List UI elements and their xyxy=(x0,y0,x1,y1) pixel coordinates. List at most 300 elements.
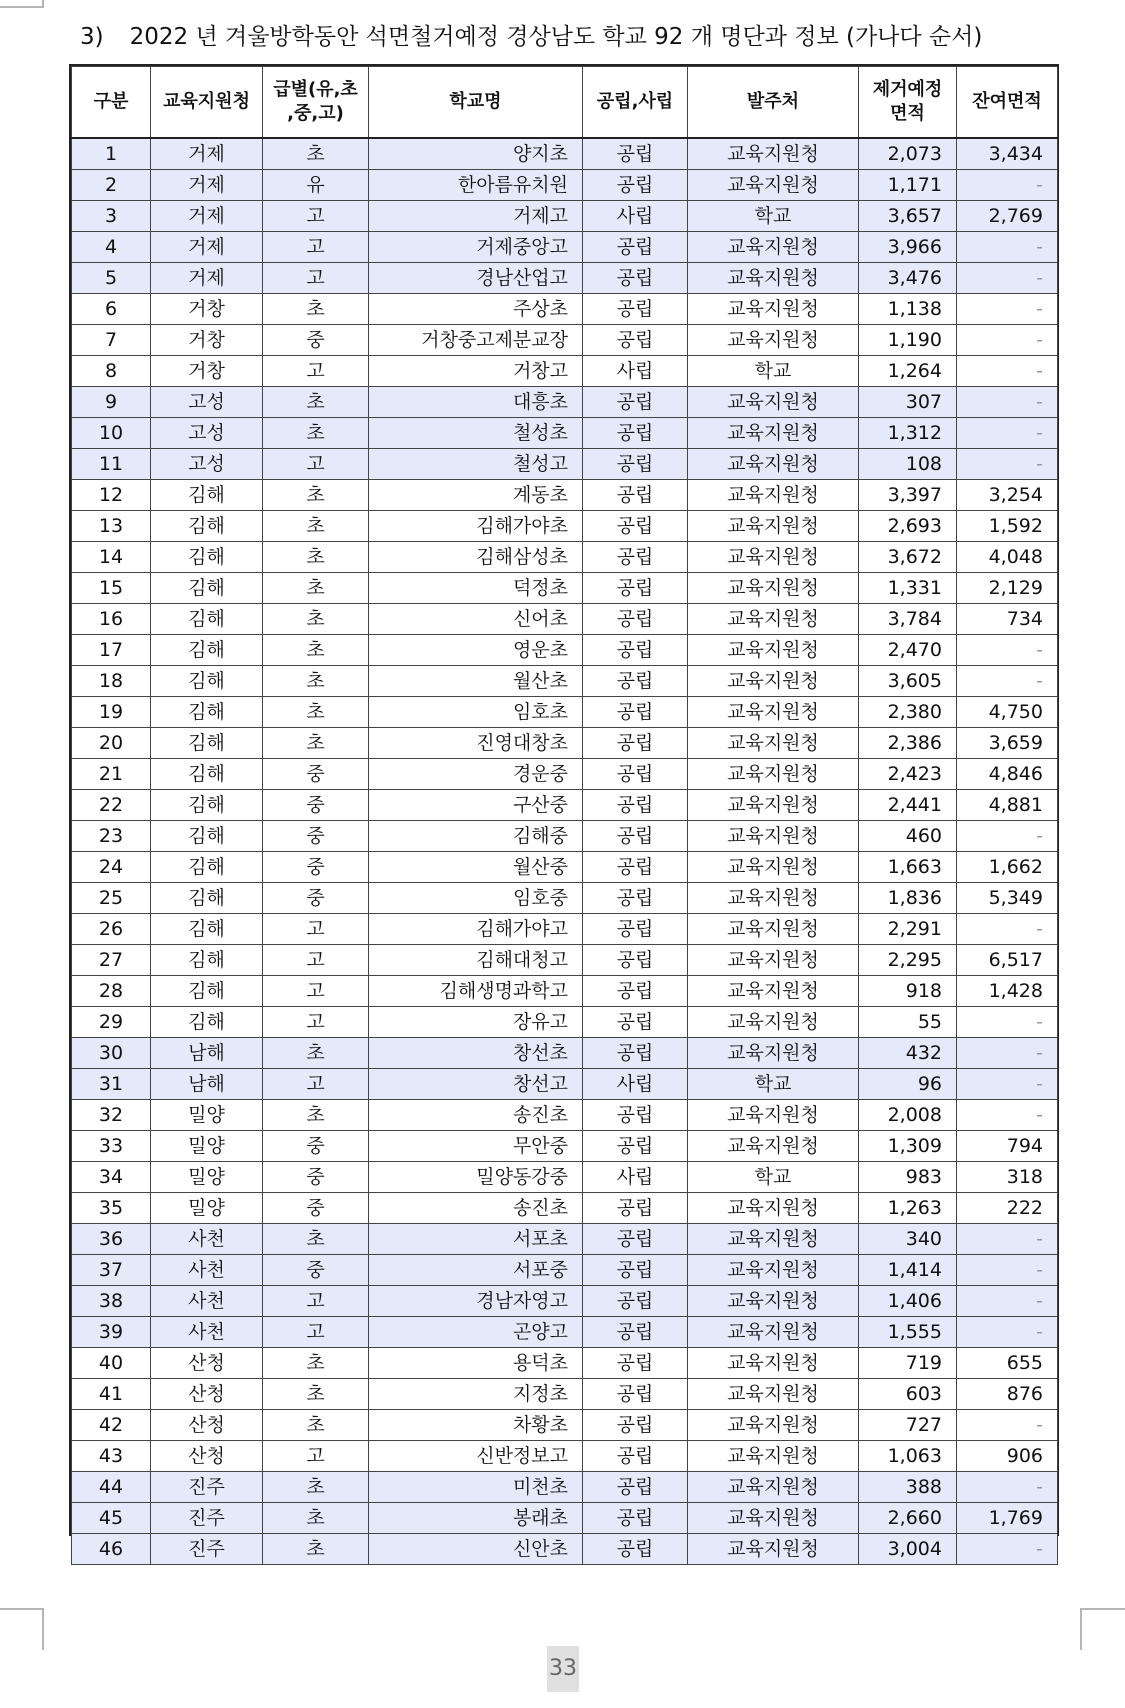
cell-removal-area: 2,008 xyxy=(859,1100,957,1131)
cell-orderer: 교육지원청 xyxy=(688,511,859,542)
cell-education-office: 고성 xyxy=(151,449,263,480)
table-row xyxy=(72,325,1058,356)
cell-remaining-area: - xyxy=(957,170,1058,201)
cell-number: 42 xyxy=(72,1410,151,1441)
cell-school-name: 대흥초 xyxy=(369,387,583,418)
cell-level: 중 xyxy=(263,1193,369,1224)
cell-school-name: 서포중 xyxy=(369,1255,583,1286)
cell-education-office: 밀양 xyxy=(151,1131,263,1162)
cell-removal-area: 3,476 xyxy=(859,263,957,294)
cell-school-name: 덕정초 xyxy=(369,573,583,604)
cell-level: 고 xyxy=(263,1286,369,1317)
cell-removal-area: 2,380 xyxy=(859,697,957,728)
cell-education-office: 산청 xyxy=(151,1379,263,1410)
table-row xyxy=(72,1131,1058,1162)
cell-number: 22 xyxy=(72,790,151,821)
cell-number: 15 xyxy=(72,573,151,604)
cell-public-private: 공립 xyxy=(583,387,688,418)
cell-level: 고 xyxy=(263,201,369,232)
header-orderer: 발주처 xyxy=(688,67,859,139)
cell-number: 5 xyxy=(72,263,151,294)
cell-level: 초 xyxy=(263,1100,369,1131)
cell-public-private: 공립 xyxy=(583,821,688,852)
cell-public-private: 사립 xyxy=(583,201,688,232)
cell-school-name: 봉래초 xyxy=(369,1503,583,1534)
cell-remaining-area: - xyxy=(957,1410,1058,1441)
cell-remaining-area: - xyxy=(957,232,1058,263)
table-row xyxy=(72,356,1058,387)
table-row xyxy=(72,263,1058,294)
cell-level: 초 xyxy=(263,1503,369,1534)
cell-removal-area: 1,263 xyxy=(859,1193,957,1224)
table-row xyxy=(72,728,1058,759)
cell-public-private: 공립 xyxy=(583,1224,688,1255)
school-list-table xyxy=(71,66,1058,1565)
cell-orderer: 교육지원청 xyxy=(688,1286,859,1317)
cell-removal-area: 3,657 xyxy=(859,201,957,232)
cell-remaining-area: - xyxy=(957,1224,1058,1255)
cell-removal-area: 603 xyxy=(859,1379,957,1410)
cell-remaining-area: - xyxy=(957,356,1058,387)
cell-education-office: 거제 xyxy=(151,138,263,170)
cell-level: 고 xyxy=(263,945,369,976)
cell-education-office: 고성 xyxy=(151,418,263,449)
cell-level: 초 xyxy=(263,635,369,666)
cell-school-name: 김해가야초 xyxy=(369,511,583,542)
cell-level: 고 xyxy=(263,1317,369,1348)
cell-removal-area: 108 xyxy=(859,449,957,480)
cell-level: 고 xyxy=(263,1007,369,1038)
table-row xyxy=(72,1193,1058,1224)
cell-removal-area: 1,406 xyxy=(859,1286,957,1317)
cell-orderer: 교육지원청 xyxy=(688,325,859,356)
cell-education-office: 남해 xyxy=(151,1069,263,1100)
cell-number: 45 xyxy=(72,1503,151,1534)
cell-number: 25 xyxy=(72,883,151,914)
cell-removal-area: 307 xyxy=(859,387,957,418)
table-row xyxy=(72,1069,1058,1100)
cell-public-private: 공립 xyxy=(583,1193,688,1224)
cell-level: 중 xyxy=(263,1131,369,1162)
cell-level: 초 xyxy=(263,697,369,728)
cell-school-name: 임호중 xyxy=(369,883,583,914)
cell-level: 초 xyxy=(263,1472,369,1503)
cell-school-name: 월산초 xyxy=(369,666,583,697)
cell-school-name: 서포초 xyxy=(369,1224,583,1255)
cell-level: 초 xyxy=(263,1410,369,1441)
cell-number: 29 xyxy=(72,1007,151,1038)
cell-public-private: 공립 xyxy=(583,542,688,573)
cell-public-private: 공립 xyxy=(583,1379,688,1410)
table-row xyxy=(72,1410,1058,1441)
cell-remaining-area: 1,769 xyxy=(957,1503,1058,1534)
cell-number: 37 xyxy=(72,1255,151,1286)
cell-education-office: 거제 xyxy=(151,232,263,263)
cell-remaining-area: 3,254 xyxy=(957,480,1058,511)
cell-level: 중 xyxy=(263,790,369,821)
cell-orderer: 교육지원청 xyxy=(688,945,859,976)
cell-school-name: 김해생명과학고 xyxy=(369,976,583,1007)
cell-school-name: 경남자영고 xyxy=(369,1286,583,1317)
cell-remaining-area: - xyxy=(957,1007,1058,1038)
cell-remaining-area: - xyxy=(957,635,1058,666)
table-row xyxy=(72,1100,1058,1131)
cell-removal-area: 1,312 xyxy=(859,418,957,449)
cell-level: 초 xyxy=(263,1348,369,1379)
cell-education-office: 밀양 xyxy=(151,1193,263,1224)
cell-education-office: 김해 xyxy=(151,883,263,914)
cell-orderer: 교육지원청 xyxy=(688,1038,859,1069)
cell-education-office: 김해 xyxy=(151,914,263,945)
cell-public-private: 공립 xyxy=(583,1317,688,1348)
cell-public-private: 공립 xyxy=(583,232,688,263)
cell-number: 43 xyxy=(72,1441,151,1472)
cell-education-office: 김해 xyxy=(151,635,263,666)
cell-number: 17 xyxy=(72,635,151,666)
cell-education-office: 거창 xyxy=(151,294,263,325)
cell-public-private: 사립 xyxy=(583,1162,688,1193)
cell-number: 39 xyxy=(72,1317,151,1348)
header-school-name: 학교명 xyxy=(369,67,583,139)
cell-public-private: 공립 xyxy=(583,1286,688,1317)
cell-education-office: 김해 xyxy=(151,976,263,1007)
table-row xyxy=(72,1286,1058,1317)
cell-remaining-area: 655 xyxy=(957,1348,1058,1379)
cell-remaining-area: - xyxy=(957,666,1058,697)
cell-public-private: 공립 xyxy=(583,418,688,449)
cell-education-office: 사천 xyxy=(151,1255,263,1286)
cell-number: 1 xyxy=(72,138,151,170)
cell-education-office: 김해 xyxy=(151,728,263,759)
cell-number: 9 xyxy=(72,387,151,418)
table-row xyxy=(72,138,1058,170)
cell-level: 초 xyxy=(263,480,369,511)
cell-school-name: 경운중 xyxy=(369,759,583,790)
cell-remaining-area: - xyxy=(957,821,1058,852)
section-heading xyxy=(80,20,1090,54)
cell-number: 38 xyxy=(72,1286,151,1317)
cell-number: 33 xyxy=(72,1131,151,1162)
cell-remaining-area: 3,434 xyxy=(957,138,1058,170)
table-row xyxy=(72,1317,1058,1348)
cell-remaining-area: 4,048 xyxy=(957,542,1058,573)
cell-number: 40 xyxy=(72,1348,151,1379)
cell-public-private: 공립 xyxy=(583,759,688,790)
cell-removal-area: 460 xyxy=(859,821,957,852)
cell-remaining-area: - xyxy=(957,914,1058,945)
cell-number: 34 xyxy=(72,1162,151,1193)
cell-education-office: 김해 xyxy=(151,697,263,728)
cell-number: 8 xyxy=(72,356,151,387)
cell-public-private: 사립 xyxy=(583,356,688,387)
cell-removal-area: 727 xyxy=(859,1410,957,1441)
cell-public-private: 공립 xyxy=(583,1503,688,1534)
cell-public-private: 공립 xyxy=(583,138,688,170)
cell-orderer: 교육지원청 xyxy=(688,852,859,883)
cell-orderer: 교육지원청 xyxy=(688,790,859,821)
cell-orderer: 교육지원청 xyxy=(688,1379,859,1410)
table-row xyxy=(72,759,1058,790)
table-row xyxy=(72,1379,1058,1410)
cell-level: 초 xyxy=(263,604,369,635)
cell-removal-area: 3,966 xyxy=(859,232,957,263)
school-list-table-container xyxy=(69,64,1059,1560)
table-row xyxy=(72,1162,1058,1193)
cell-school-name: 거창고 xyxy=(369,356,583,387)
cell-remaining-area: 1,592 xyxy=(957,511,1058,542)
page-number: 33 xyxy=(547,1646,579,1692)
cell-public-private: 사립 xyxy=(583,1069,688,1100)
cell-orderer: 교육지원청 xyxy=(688,635,859,666)
cell-school-name: 신안초 xyxy=(369,1534,583,1565)
cell-public-private: 공립 xyxy=(583,945,688,976)
table-row xyxy=(72,666,1058,697)
cell-removal-area: 55 xyxy=(859,1007,957,1038)
cell-number: 35 xyxy=(72,1193,151,1224)
cell-public-private: 공립 xyxy=(583,1100,688,1131)
cell-removal-area: 1,836 xyxy=(859,883,957,914)
cell-education-office: 김해 xyxy=(151,790,263,821)
cell-school-name: 신어초 xyxy=(369,604,583,635)
cell-level: 고 xyxy=(263,449,369,480)
cell-orderer: 교육지원청 xyxy=(688,1441,859,1472)
cell-orderer: 교육지원청 xyxy=(688,1224,859,1255)
cell-orderer: 교육지원청 xyxy=(688,1007,859,1038)
cell-remaining-area: 876 xyxy=(957,1379,1058,1410)
cell-remaining-area: 318 xyxy=(957,1162,1058,1193)
cell-removal-area: 3,672 xyxy=(859,542,957,573)
cell-removal-area: 2,660 xyxy=(859,1503,957,1534)
cell-remaining-area: - xyxy=(957,263,1058,294)
cell-public-private: 공립 xyxy=(583,325,688,356)
cell-number: 11 xyxy=(72,449,151,480)
cell-orderer: 교육지원청 xyxy=(688,1503,859,1534)
cell-removal-area: 1,264 xyxy=(859,356,957,387)
cell-education-office: 남해 xyxy=(151,1038,263,1069)
cell-orderer: 교육지원청 xyxy=(688,1193,859,1224)
cell-education-office: 거창 xyxy=(151,325,263,356)
cell-removal-area: 388 xyxy=(859,1472,957,1503)
cell-level: 고 xyxy=(263,914,369,945)
cell-remaining-area: 906 xyxy=(957,1441,1058,1472)
cell-school-name: 한아름유치원 xyxy=(369,170,583,201)
table-row xyxy=(72,387,1058,418)
cell-school-name: 진영대창초 xyxy=(369,728,583,759)
cell-number: 18 xyxy=(72,666,151,697)
cell-school-name: 주상초 xyxy=(369,294,583,325)
cell-public-private: 공립 xyxy=(583,790,688,821)
cell-removal-area: 3,004 xyxy=(859,1534,957,1565)
cell-level: 중 xyxy=(263,325,369,356)
cell-level: 중 xyxy=(263,852,369,883)
cell-school-name: 거제중앙고 xyxy=(369,232,583,263)
cell-education-office: 밀양 xyxy=(151,1100,263,1131)
cell-public-private: 공립 xyxy=(583,1007,688,1038)
cell-education-office: 밀양 xyxy=(151,1162,263,1193)
cell-education-office: 김해 xyxy=(151,666,263,697)
table-row xyxy=(72,232,1058,263)
cell-school-name: 김해가야고 xyxy=(369,914,583,945)
cell-orderer: 교육지원청 xyxy=(688,914,859,945)
cell-orderer: 교육지원청 xyxy=(688,1317,859,1348)
table-row xyxy=(72,1534,1058,1565)
cell-public-private: 공립 xyxy=(583,263,688,294)
cell-number: 20 xyxy=(72,728,151,759)
cell-orderer: 교육지원청 xyxy=(688,294,859,325)
cell-removal-area: 2,295 xyxy=(859,945,957,976)
cell-orderer: 학교 xyxy=(688,356,859,387)
cell-removal-area: 3,784 xyxy=(859,604,957,635)
cell-level: 중 xyxy=(263,883,369,914)
cell-school-name: 경남산업고 xyxy=(369,263,583,294)
cell-orderer: 교육지원청 xyxy=(688,232,859,263)
cell-removal-area: 1,309 xyxy=(859,1131,957,1162)
cell-level: 초 xyxy=(263,138,369,170)
cell-removal-area: 983 xyxy=(859,1162,957,1193)
cell-school-name: 송진초 xyxy=(369,1100,583,1131)
cell-orderer: 교육지원청 xyxy=(688,1100,859,1131)
cell-school-name: 월산중 xyxy=(369,852,583,883)
cell-level: 고 xyxy=(263,232,369,263)
cell-public-private: 공립 xyxy=(583,449,688,480)
cell-remaining-area: - xyxy=(957,1317,1058,1348)
table-row xyxy=(72,1038,1058,1069)
cell-school-name: 철성초 xyxy=(369,418,583,449)
cell-orderer: 교육지원청 xyxy=(688,387,859,418)
cell-education-office: 산청 xyxy=(151,1441,263,1472)
cell-school-name: 임호초 xyxy=(369,697,583,728)
cell-orderer: 학교 xyxy=(688,1069,859,1100)
cell-removal-area: 3,605 xyxy=(859,666,957,697)
cell-removal-area: 1,663 xyxy=(859,852,957,883)
cell-remaining-area: 5,349 xyxy=(957,883,1058,914)
cell-orderer: 교육지원청 xyxy=(688,1131,859,1162)
cell-number: 32 xyxy=(72,1100,151,1131)
table-row xyxy=(72,1224,1058,1255)
cell-orderer: 교육지원청 xyxy=(688,542,859,573)
cell-remaining-area: - xyxy=(957,1534,1058,1565)
cell-education-office: 김해 xyxy=(151,542,263,573)
cell-remaining-area: - xyxy=(957,1255,1058,1286)
cell-orderer: 교육지원청 xyxy=(688,1534,859,1565)
cell-level: 초 xyxy=(263,294,369,325)
cell-level: 초 xyxy=(263,1038,369,1069)
cell-level: 초 xyxy=(263,387,369,418)
cell-orderer: 교육지원청 xyxy=(688,1255,859,1286)
table-row xyxy=(72,976,1058,1007)
cell-orderer: 학교 xyxy=(688,201,859,232)
cell-school-name: 철성고 xyxy=(369,449,583,480)
cell-school-name: 송진초 xyxy=(369,1193,583,1224)
cell-school-name: 양지초 xyxy=(369,138,583,170)
cell-number: 28 xyxy=(72,976,151,1007)
cell-removal-area: 1,063 xyxy=(859,1441,957,1472)
cell-education-office: 산청 xyxy=(151,1348,263,1379)
header-public-private: 공립,사립 xyxy=(583,67,688,139)
cell-removal-area: 1,414 xyxy=(859,1255,957,1286)
cell-public-private: 공립 xyxy=(583,1255,688,1286)
table-row xyxy=(72,1503,1058,1534)
cell-school-name: 용덕초 xyxy=(369,1348,583,1379)
table-row xyxy=(72,790,1058,821)
cell-number: 10 xyxy=(72,418,151,449)
table-row xyxy=(72,418,1058,449)
cell-school-name: 미천초 xyxy=(369,1472,583,1503)
cell-school-name: 김해중 xyxy=(369,821,583,852)
cell-education-office: 김해 xyxy=(151,480,263,511)
cell-number: 3 xyxy=(72,201,151,232)
cell-public-private: 공립 xyxy=(583,511,688,542)
cell-number: 30 xyxy=(72,1038,151,1069)
table-row xyxy=(72,542,1058,573)
cell-public-private: 공립 xyxy=(583,666,688,697)
cell-education-office: 사천 xyxy=(151,1317,263,1348)
cell-public-private: 공립 xyxy=(583,883,688,914)
section-title: 2022 년 겨울방학동안 석면철거예정 경상남도 학교 92 개 명단과 정보 (가나다 순서) xyxy=(129,24,983,50)
cell-remaining-area: 222 xyxy=(957,1193,1058,1224)
cell-level: 초 xyxy=(263,542,369,573)
table-row xyxy=(72,697,1058,728)
cell-education-office: 산청 xyxy=(151,1410,263,1441)
cell-level: 초 xyxy=(263,573,369,604)
cell-level: 고 xyxy=(263,263,369,294)
cell-number: 2 xyxy=(72,170,151,201)
cell-education-office: 김해 xyxy=(151,945,263,976)
cell-public-private: 공립 xyxy=(583,697,688,728)
cell-public-private: 공립 xyxy=(583,728,688,759)
cell-remaining-area: 3,659 xyxy=(957,728,1058,759)
cell-number: 12 xyxy=(72,480,151,511)
table-row xyxy=(72,883,1058,914)
cell-remaining-area: - xyxy=(957,387,1058,418)
cell-removal-area: 96 xyxy=(859,1069,957,1100)
cell-education-office: 진주 xyxy=(151,1503,263,1534)
cell-level: 고 xyxy=(263,1441,369,1472)
crop-mark-bottom-left xyxy=(0,1608,44,1650)
table-row xyxy=(72,1255,1058,1286)
cell-remaining-area: 4,881 xyxy=(957,790,1058,821)
cell-removal-area: 719 xyxy=(859,1348,957,1379)
cell-number: 27 xyxy=(72,945,151,976)
cell-number: 6 xyxy=(72,294,151,325)
cell-removal-area: 918 xyxy=(859,976,957,1007)
cell-public-private: 공립 xyxy=(583,635,688,666)
cell-public-private: 공립 xyxy=(583,976,688,1007)
cell-education-office: 김해 xyxy=(151,852,263,883)
cell-orderer: 교육지원청 xyxy=(688,170,859,201)
table-row xyxy=(72,1007,1058,1038)
cell-public-private: 공립 xyxy=(583,573,688,604)
cell-number: 41 xyxy=(72,1379,151,1410)
cell-remaining-area: - xyxy=(957,325,1058,356)
cell-school-name: 김해대청고 xyxy=(369,945,583,976)
table-row xyxy=(72,604,1058,635)
cell-orderer: 교육지원청 xyxy=(688,449,859,480)
cell-remaining-area: - xyxy=(957,418,1058,449)
cell-number: 16 xyxy=(72,604,151,635)
cell-public-private: 공립 xyxy=(583,480,688,511)
cell-orderer: 교육지원청 xyxy=(688,1410,859,1441)
section-number: 3) xyxy=(80,24,104,50)
cell-orderer: 교육지원청 xyxy=(688,759,859,790)
table-row xyxy=(72,170,1058,201)
cell-removal-area: 2,441 xyxy=(859,790,957,821)
cell-number: 13 xyxy=(72,511,151,542)
table-row xyxy=(72,635,1058,666)
cell-removal-area: 2,423 xyxy=(859,759,957,790)
cell-removal-area: 1,555 xyxy=(859,1317,957,1348)
cell-school-name: 창선고 xyxy=(369,1069,583,1100)
